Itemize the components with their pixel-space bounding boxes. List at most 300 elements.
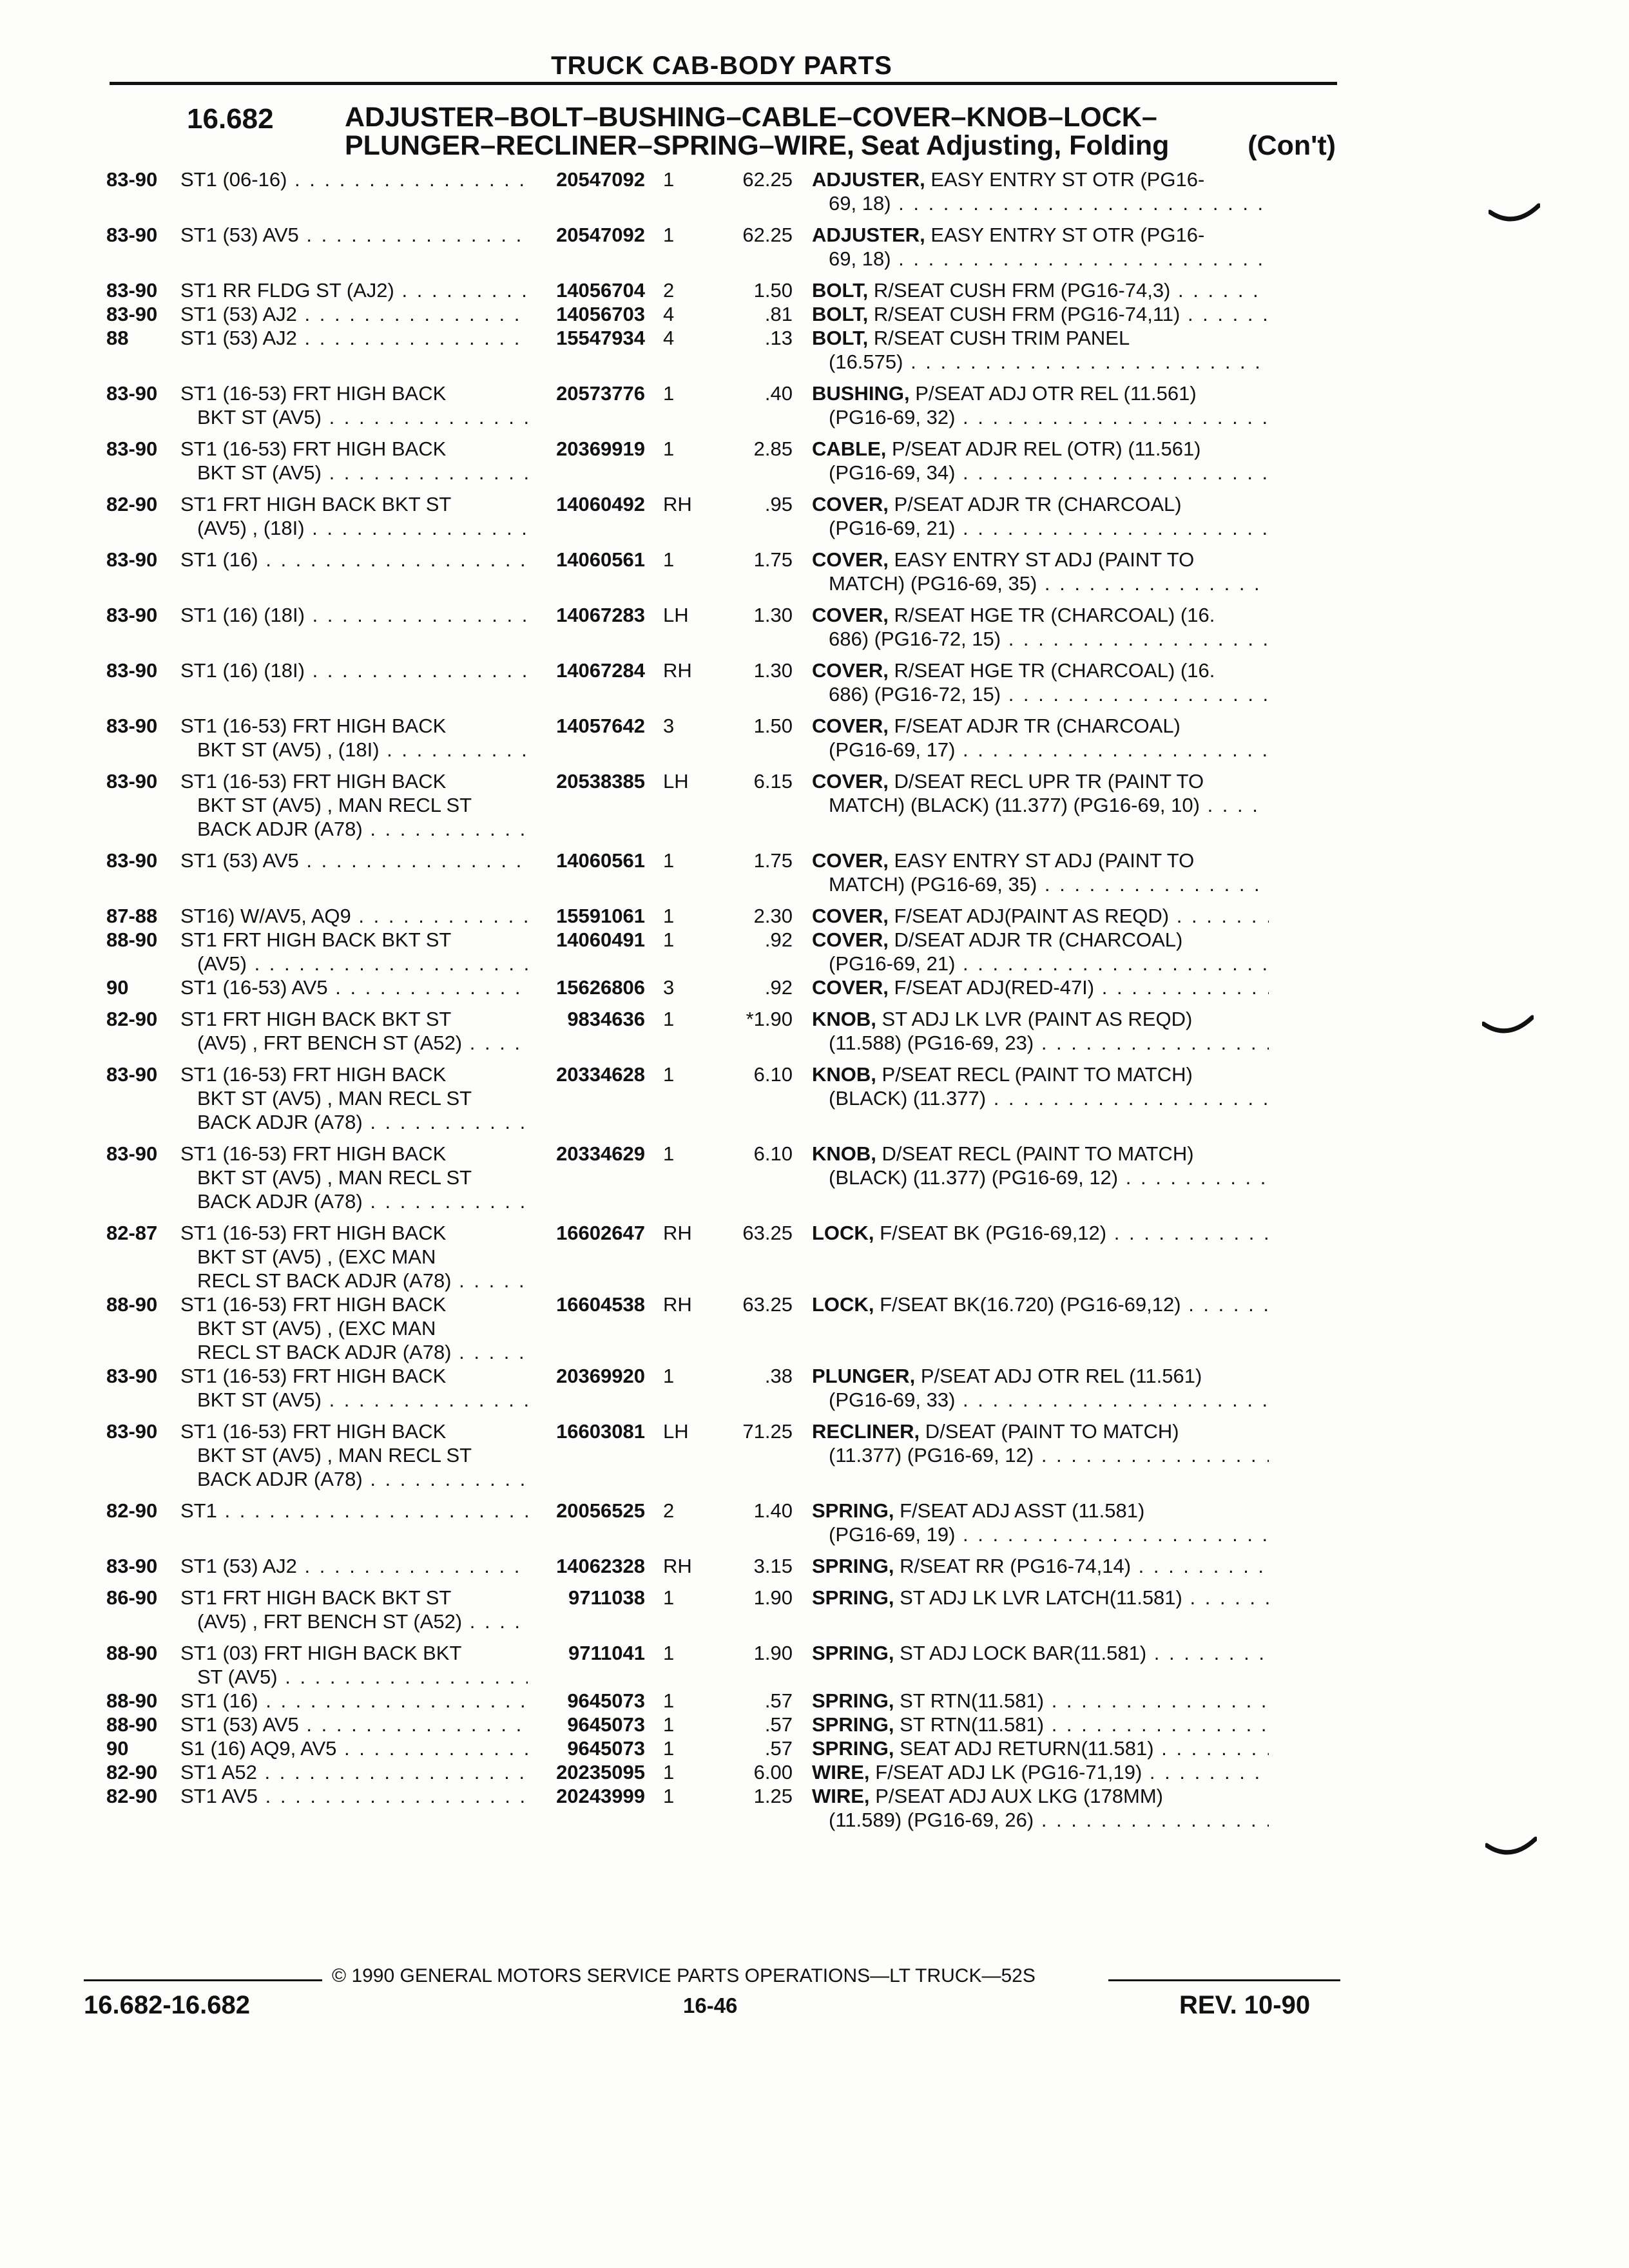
application-line: BKT ST (AV5) . . .: [180, 405, 528, 429]
quantity: 1: [663, 1713, 675, 1736]
price: 1.25: [753, 1785, 793, 1807]
price: .57: [764, 1689, 793, 1712]
quantity: 2: [663, 279, 675, 302]
part-row: [106, 658, 1337, 706]
application: [180, 1364, 538, 1412]
model-years: 88: [106, 327, 129, 349]
part-row: [106, 223, 1337, 271]
price: *1.90: [746, 1008, 793, 1030]
part-row: [106, 1007, 1337, 1055]
description-line: [812, 492, 1269, 516]
application: [180, 1784, 538, 1808]
description-text: D/SEAT RECL (PAINT TO MATCH): [882, 1142, 1194, 1165]
part-description: [812, 849, 1273, 896]
part-number: 20369920: [556, 1365, 645, 1387]
description-line: [812, 168, 1269, 191]
description-line: [812, 437, 1269, 461]
application: [180, 1007, 538, 1055]
application: [180, 658, 538, 682]
application-line: ST1 (16-53) FRT HIGH BACK: [180, 1222, 447, 1244]
application-line: BKT ST (AV5) , (EXC MAN: [197, 1317, 436, 1340]
application-line: ST1 FRT HIGH BACK BKT ST: [180, 1586, 452, 1609]
application: [180, 975, 538, 999]
part-noun: COVER,: [812, 928, 889, 951]
part-row: [106, 714, 1337, 762]
description-text: R/SEAT HGE TR (CHARCOAL) (16.: [894, 604, 1215, 626]
application-line: ST (AV5) . . .: [180, 1665, 528, 1689]
description-line: [812, 1586, 1269, 1610]
part-row: [106, 326, 1337, 374]
part-number: 20547092: [556, 224, 645, 246]
price: .92: [764, 928, 793, 951]
part-number: 14057642: [556, 715, 645, 737]
quantity: 1: [663, 437, 675, 460]
application-line: ST1 (06-16) . . .: [180, 168, 528, 191]
part-noun: SPRING,: [812, 1642, 894, 1664]
description-line: [812, 849, 1269, 872]
price: 2.85: [753, 437, 793, 460]
part-noun: CABLE,: [812, 437, 887, 460]
part-number: 14060491: [556, 928, 645, 951]
part-noun: KNOB,: [812, 1142, 876, 1165]
description-text: R/SEAT CUSH TRIM PANEL: [873, 327, 1130, 349]
price: 6.10: [753, 1063, 793, 1086]
description-text: P/SEAT ADJ AUX LKG (178MM): [875, 1785, 1163, 1807]
description-line: [812, 302, 1269, 326]
application: [180, 1760, 538, 1784]
model-years: 82-90: [106, 1499, 158, 1522]
application-line: ST16) W/AV5, AQ9 . . .: [180, 904, 528, 928]
part-description: [812, 1760, 1273, 1784]
quantity: 3: [663, 715, 675, 737]
description-line: [812, 1388, 1269, 1412]
description-line: [812, 1443, 1269, 1467]
quantity: 1: [663, 224, 675, 246]
part-description: [812, 223, 1273, 271]
application: [180, 437, 538, 485]
description-text: (11.377) (PG16-69, 12): [829, 1444, 1034, 1466]
description-line: [812, 1293, 1269, 1316]
part-description: [812, 1736, 1273, 1760]
part-noun: COVER,: [812, 715, 889, 737]
part-noun: LOCK,: [812, 1293, 874, 1316]
application: [180, 1641, 538, 1689]
description-text: ST ADJ LK LVR LATCH(11.581): [900, 1586, 1182, 1609]
application: [180, 168, 538, 191]
price: 62.25: [742, 224, 793, 246]
model-years: 83-90: [106, 382, 158, 405]
part-row: [106, 975, 1337, 999]
footer-section-range: 16.682-16.682: [84, 1991, 251, 2019]
description-text: MATCH) (PG16-69, 35): [829, 873, 1037, 896]
description-text: P/SEAT ADJR REL (OTR) (11.561): [892, 437, 1201, 460]
part-row: [106, 1419, 1337, 1491]
description-text: P/SEAT RECL (PAINT TO MATCH): [882, 1063, 1193, 1086]
quantity: 2: [663, 1499, 675, 1522]
model-years: 86-90: [106, 1586, 158, 1609]
application: [180, 849, 538, 872]
model-years: 83-90: [106, 279, 158, 302]
part-row: [106, 1760, 1337, 1784]
description-line: [812, 952, 1269, 975]
description-text: ST RTN(11.581): [900, 1713, 1045, 1736]
part-number: 15626806: [556, 976, 645, 999]
application-line: ST1 (16-53) FRT HIGH BACK: [180, 1420, 447, 1443]
description-line: [812, 1808, 1269, 1832]
price: .13: [764, 327, 793, 349]
part-row: [106, 381, 1337, 429]
part-number: 14067283: [556, 604, 645, 626]
application: [180, 1499, 538, 1523]
quantity: 1: [663, 1689, 675, 1712]
part-number: 9711041: [568, 1642, 645, 1664]
part-description: [812, 1784, 1273, 1832]
model-years: 83-90: [106, 224, 158, 246]
part-description: [812, 928, 1273, 975]
description-line: [812, 1062, 1269, 1086]
application: [180, 1586, 538, 1633]
model-years: 83-90: [106, 849, 158, 872]
description-line: [812, 350, 1269, 374]
application-line: ST1 (53) AV5 . . .: [180, 1713, 528, 1736]
page-title: TRUCK CAB-BODY PARTS: [551, 52, 892, 80]
part-description: [812, 1554, 1273, 1578]
part-row: [106, 1364, 1337, 1412]
part-number: 14056703: [556, 303, 645, 325]
application-line: BACK ADJR (A78) . . .: [180, 1189, 528, 1213]
model-years: 83-90: [106, 1555, 158, 1577]
application-line: BKT ST (AV5) . . .: [180, 1388, 528, 1412]
application: [180, 548, 538, 572]
application: [180, 223, 538, 247]
part-number: 15547934: [556, 327, 645, 349]
price: .57: [764, 1737, 793, 1760]
description-text: (11.588) (PG16-69, 23): [829, 1032, 1034, 1054]
margin-check-mark: [1482, 1015, 1534, 1041]
application-line: (AV5) , (18I) . . .: [180, 516, 528, 540]
quantity: 1: [663, 382, 675, 405]
part-noun: COVER,: [812, 659, 889, 682]
description-text: (PG16-69, 34): [829, 461, 956, 484]
description-line: [812, 516, 1269, 540]
model-years: 83-90: [106, 715, 158, 737]
price: 2.30: [753, 905, 793, 927]
part-description: [812, 548, 1273, 595]
part-number: 9645073: [567, 1713, 645, 1736]
part-row: [106, 1736, 1337, 1760]
price: 1.50: [753, 715, 793, 737]
part-noun: ADJUSTER,: [812, 168, 925, 191]
description-text: 686) (PG16-72, 15): [829, 683, 1001, 706]
quantity: 1: [663, 905, 675, 927]
price: 6.15: [753, 770, 793, 793]
part-row: [106, 168, 1337, 215]
application-line: BKT ST (AV5) , MAN RECL ST: [197, 794, 472, 816]
quantity: LH: [663, 1420, 689, 1443]
description-line: [812, 738, 1269, 762]
part-number: 20056525: [556, 1499, 645, 1522]
description-text: (11.589) (PG16-69, 26): [829, 1809, 1034, 1831]
application: [180, 904, 538, 928]
description-text: P/SEAT ADJ OTR REL (11.561): [915, 382, 1197, 405]
model-years: 83-90: [106, 1420, 158, 1443]
part-row: [106, 1641, 1337, 1689]
application: [180, 1293, 538, 1364]
part-noun: KNOB,: [812, 1008, 876, 1030]
model-years: 83-90: [106, 168, 158, 191]
application-line: ST1 (16-53) FRT HIGH BACK: [180, 382, 447, 405]
quantity: 1: [663, 928, 675, 951]
model-years: 90: [106, 976, 129, 999]
description-line: [812, 1142, 1269, 1166]
part-number: 20573776: [556, 382, 645, 405]
part-number: 9711038: [568, 1586, 645, 1609]
part-row: [106, 928, 1337, 975]
model-years: 83-90: [106, 437, 158, 460]
part-description: [812, 1499, 1273, 1546]
description-text: F/SEAT ADJ ASST (11.581): [900, 1499, 1145, 1522]
part-number: 20334629: [556, 1142, 645, 1165]
description-line: [812, 1641, 1269, 1665]
description-text: MATCH) (PG16-69, 35): [829, 572, 1037, 595]
footer-page-number: 16-46: [683, 1994, 738, 2017]
price: .57: [764, 1713, 793, 1736]
quantity: 1: [663, 168, 675, 191]
description-text: F/SEAT BK(16.720) (PG16-69,12): [880, 1293, 1181, 1316]
description-text: SEAT ADJ RETURN(11.581): [900, 1737, 1154, 1760]
description-line: [812, 223, 1269, 247]
quantity: RH: [663, 1222, 692, 1244]
part-number: 20547092: [556, 168, 645, 191]
quantity: 4: [663, 303, 675, 325]
application-line: BACK ADJR (A78) . . .: [180, 817, 528, 841]
description-text: 686) (PG16-72, 15): [829, 628, 1001, 650]
description-text: F/SEAT ADJ LK (PG16-71,19): [875, 1761, 1142, 1783]
part-number: 14056704: [556, 279, 645, 302]
description-text: D/SEAT (PAINT TO MATCH): [925, 1420, 1179, 1443]
part-row: [106, 548, 1337, 595]
quantity: 1: [663, 1365, 675, 1387]
part-row: [106, 1221, 1337, 1293]
description-line: [812, 714, 1269, 738]
application-line: BACK ADJR (A78) . . .: [180, 1110, 528, 1134]
description-text: F/SEAT BK (PG16-69,12): [880, 1222, 1107, 1244]
application-line: ST1 (16) . . .: [180, 1689, 528, 1713]
part-description: [812, 769, 1273, 817]
part-description: [812, 168, 1273, 215]
part-description: [812, 1221, 1273, 1245]
description-text: (BLACK) (11.377) (PG16-69, 12): [829, 1166, 1119, 1189]
application-line: RECL ST BACK ADJR (A78) . . .: [180, 1269, 528, 1293]
part-noun: COVER,: [812, 905, 889, 927]
description-text: ST ADJ LK LVR (PAINT AS REQD): [882, 1008, 1193, 1030]
part-noun: WIRE,: [812, 1785, 870, 1807]
price: 1.30: [753, 604, 793, 626]
part-description: [812, 658, 1273, 706]
quantity: 3: [663, 976, 675, 999]
part-row: [106, 302, 1337, 326]
part-row: [106, 1062, 1337, 1134]
description-text: R/SEAT CUSH FRM (PG16-74,11): [873, 303, 1181, 325]
part-description: [812, 1586, 1273, 1610]
application: [180, 1713, 538, 1736]
description-text: ST RTN(11.581): [900, 1689, 1045, 1712]
application: [180, 1419, 538, 1491]
part-description: [812, 278, 1273, 302]
application: [180, 381, 538, 429]
part-noun: ADJUSTER,: [812, 224, 925, 246]
description-text: (PG16-69, 21): [829, 517, 956, 539]
application: [180, 326, 538, 350]
model-years: 88-90: [106, 1293, 158, 1316]
application: [180, 492, 538, 540]
description-line: [812, 247, 1269, 271]
application: [180, 1142, 538, 1213]
description-text: (PG16-69, 17): [829, 738, 956, 761]
part-noun: BOLT,: [812, 279, 869, 302]
quantity: 1: [663, 1642, 675, 1664]
part-description: [812, 1713, 1273, 1736]
description-line: [812, 1713, 1269, 1736]
part-row: [106, 278, 1337, 302]
description-text: (PG16-69, 19): [829, 1523, 956, 1546]
quantity: RH: [663, 493, 692, 515]
application-line: S1 (16) AQ9, AV5 . . .: [180, 1736, 528, 1760]
description-text: R/SEAT HGE TR (CHARCOAL) (16.: [894, 659, 1215, 682]
part-number: 20369919: [556, 437, 645, 460]
application-line: BKT ST (AV5) , (18I) . . .: [180, 738, 528, 762]
model-years: 82-90: [106, 1008, 158, 1030]
description-text: (PG16-69, 32): [829, 406, 956, 428]
description-line: [812, 928, 1269, 952]
price: 1.75: [753, 548, 793, 571]
price: .38: [764, 1365, 793, 1387]
part-row: [106, 437, 1337, 485]
description-line: [812, 1784, 1269, 1808]
price: 6.00: [753, 1761, 793, 1783]
part-noun: BOLT,: [812, 303, 869, 325]
description-text: ST ADJ LOCK BAR(11.581): [900, 1642, 1147, 1664]
description-text: P/SEAT ADJR TR (CHARCOAL): [894, 493, 1182, 515]
description-text: 69, 18): [829, 247, 891, 270]
quantity: 1: [663, 1142, 675, 1165]
application-line: (AV5) , FRT BENCH ST (A52) . . .: [180, 1610, 528, 1633]
application-line: (AV5) , FRT BENCH ST (A52) . . .: [180, 1031, 528, 1055]
description-text: R/SEAT CUSH FRM (PG16-74,3): [873, 279, 1171, 302]
application-line: BACK ADJR (A78) . . .: [180, 1467, 528, 1491]
margin-check-mark: [1485, 1836, 1537, 1862]
description-line: [812, 572, 1269, 595]
price: 1.30: [753, 659, 793, 682]
description-text: R/SEAT RR (PG16-74,14): [900, 1555, 1132, 1577]
description-line: [812, 1364, 1269, 1388]
part-row: [106, 603, 1337, 651]
section-description: Seat Adjusting, Folding: [860, 130, 1170, 161]
description-text: F/SEAT ADJ(RED-47I): [894, 976, 1095, 999]
description-line: [812, 1086, 1269, 1110]
application: [180, 1221, 538, 1293]
quantity: 1: [663, 1785, 675, 1807]
part-description: [812, 492, 1273, 540]
quantity: 1: [663, 849, 675, 872]
model-years: 88-90: [106, 1713, 158, 1736]
description-line: [812, 326, 1269, 350]
part-noun: COVER,: [812, 493, 889, 515]
part-description: [812, 302, 1273, 326]
application-line: ST1 (16-53) FRT HIGH BACK: [180, 437, 447, 460]
application-line: ST1 AV5 . . .: [180, 1784, 528, 1808]
part-number: 16603081: [556, 1420, 645, 1443]
application-line: (AV5) . . .: [180, 952, 528, 975]
model-years: 82-90: [106, 1785, 158, 1807]
model-years: 88-90: [106, 1642, 158, 1664]
description-line: [812, 904, 1269, 928]
model-years: 82-90: [106, 1761, 158, 1783]
application-line: ST1 (53) AJ2 . . .: [180, 302, 528, 326]
part-description: [812, 603, 1273, 651]
description-line: [812, 405, 1269, 429]
model-years: 82-87: [106, 1222, 158, 1244]
part-number: 20235095: [556, 1761, 645, 1783]
part-row: [106, 1713, 1337, 1736]
application: [180, 278, 538, 302]
application-line: ST1 (16) (18I) . . .: [180, 603, 528, 627]
application-line: ST1 FRT HIGH BACK BKT ST: [180, 928, 452, 951]
description-line: [812, 1523, 1269, 1546]
quantity: RH: [663, 1555, 692, 1577]
application-line: BKT ST (AV5) , MAN RECL ST: [197, 1444, 472, 1466]
model-years: 88-90: [106, 928, 158, 951]
description-line: [812, 1419, 1269, 1443]
description-text: F/SEAT ADJR TR (CHARCOAL): [894, 715, 1181, 737]
application-line: ST1 (16-53) FRT HIGH BACK: [180, 1293, 447, 1316]
application-line: BKT ST (AV5) . . .: [180, 461, 528, 485]
quantity: 1: [663, 1586, 675, 1609]
part-noun: COVER,: [812, 849, 889, 872]
model-years: 90: [106, 1737, 129, 1760]
part-noun: BOLT,: [812, 327, 869, 349]
part-noun: SPRING,: [812, 1586, 894, 1609]
description-text: (16.575): [829, 351, 903, 373]
part-noun: SPRING,: [812, 1499, 894, 1522]
part-description: [812, 1419, 1273, 1467]
model-years: 83-90: [106, 770, 158, 793]
application-line: ST1 (16-53) FRT HIGH BACK: [180, 1365, 447, 1387]
part-noun: WIRE,: [812, 1761, 870, 1783]
part-noun: COVER,: [812, 976, 889, 999]
model-years: 83-90: [106, 1142, 158, 1165]
part-noun: COVER,: [812, 770, 889, 793]
part-number: 9645073: [567, 1689, 645, 1712]
part-description: [812, 904, 1273, 928]
quantity: 1: [663, 1761, 675, 1783]
part-noun: COVER,: [812, 604, 889, 626]
model-years: 82-90: [106, 493, 158, 515]
parts-list: [106, 168, 1337, 1832]
description-line: [812, 381, 1269, 405]
model-years: 83-90: [106, 604, 158, 626]
description-line: [812, 278, 1269, 302]
part-noun: PLUNGER,: [812, 1365, 916, 1387]
part-number: 9645073: [567, 1737, 645, 1760]
description-line: [812, 1499, 1269, 1523]
part-noun: LOCK,: [812, 1222, 874, 1244]
description-text: D/SEAT ADJR TR (CHARCOAL): [894, 928, 1183, 951]
price: 6.10: [753, 1142, 793, 1165]
margin-check-mark: [1489, 203, 1540, 229]
description-line: [812, 191, 1269, 215]
application-line: ST1 (16-53) FRT HIGH BACK: [180, 1063, 447, 1086]
